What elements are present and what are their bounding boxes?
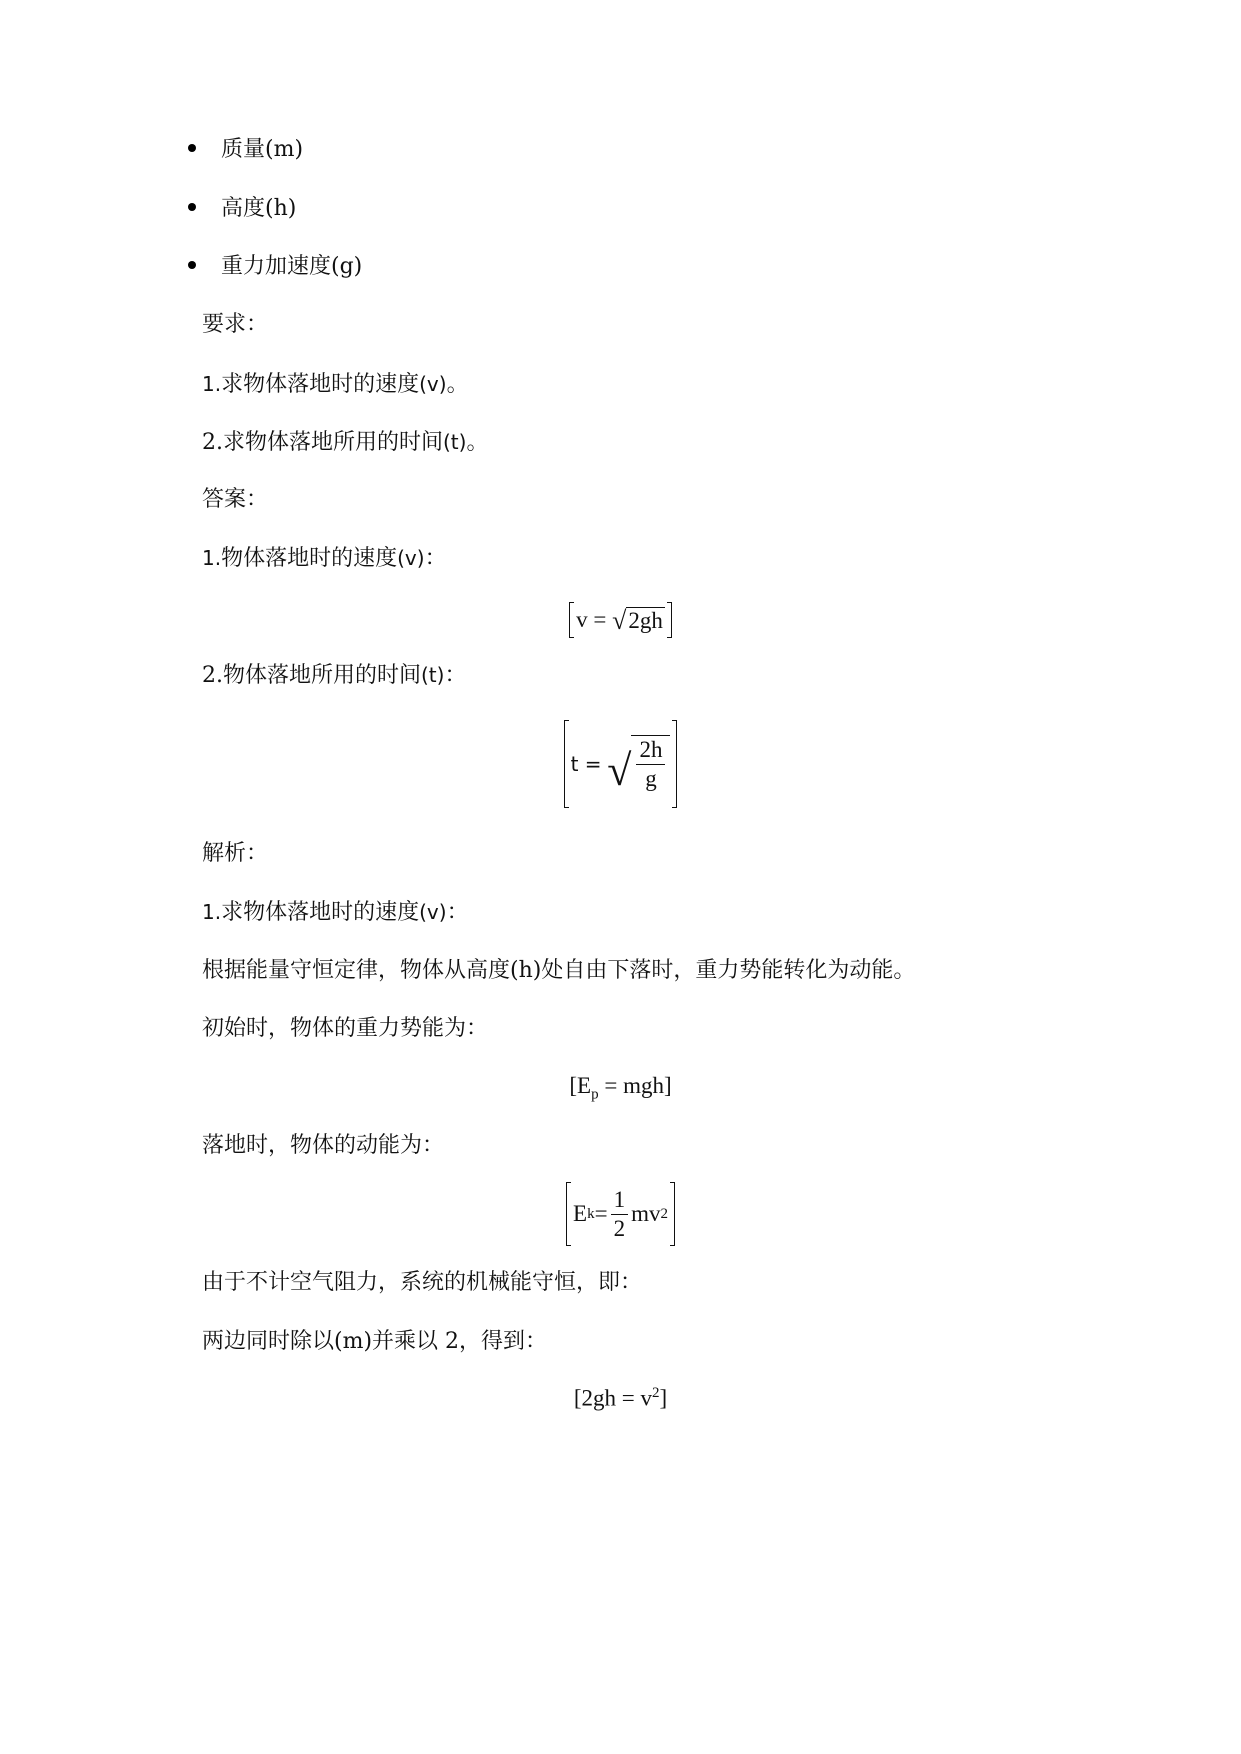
formula-time: t = √ $\frac{2h}{g}$ bbox=[0, 720, 1241, 814]
initial-paragraph: 初始时，物体的重力势能为： bbox=[202, 1016, 489, 1041]
bullet-icon bbox=[188, 261, 196, 269]
divide-paragraph: 两边同时除以(m)并乘以 2，得到： bbox=[202, 1329, 548, 1354]
bullet-icon bbox=[188, 144, 196, 152]
answer-heading: 答案： bbox=[202, 487, 269, 512]
energy-paragraph: 根据能量守恒定律，物体从高度(h)处自由下落时，重力势能转化为动能。 bbox=[202, 958, 916, 983]
list-item-text: 质量(m) bbox=[221, 137, 304, 162]
list-item bbox=[188, 135, 303, 165]
formula-velocity: v = √ 2gh bbox=[0, 602, 1241, 644]
list-item bbox=[188, 194, 296, 224]
answer-2-label: 2.物体落地所用的时间(t)： bbox=[202, 663, 467, 688]
answer-1-label: 1.物体落地时的速度(v)： bbox=[202, 546, 447, 571]
analysis-heading: 解析： bbox=[202, 841, 269, 866]
analysis-1-label: 1.求物体落地时的速度(v)： bbox=[202, 900, 469, 925]
list-item-text: 重力加速度(g) bbox=[221, 254, 363, 279]
formula-potential-energy: $[E_p = mgh]$ bbox=[569, 1073, 672, 1103]
list-item bbox=[188, 252, 362, 282]
formula-kinetic-energy: E k = $\frac{1}{2}$ mv 2 bbox=[0, 1182, 1241, 1252]
requirement-1: 1.求物体落地时的速度(v)。 bbox=[202, 372, 469, 397]
conservation-paragraph: 由于不计空气阻力，系统的机械能守恒，即： bbox=[202, 1270, 643, 1295]
list-item-text: 高度(h) bbox=[221, 196, 297, 221]
bullet-icon bbox=[188, 203, 196, 211]
requirement-2: 2.求物体落地所用的时间(t)。 bbox=[202, 430, 489, 455]
formula-final: $[2gh = v^2]$ bbox=[573, 1385, 668, 1411]
requirements-heading: 要求： bbox=[202, 312, 269, 337]
landing-paragraph: 落地时，物体的动能为： bbox=[202, 1133, 445, 1158]
